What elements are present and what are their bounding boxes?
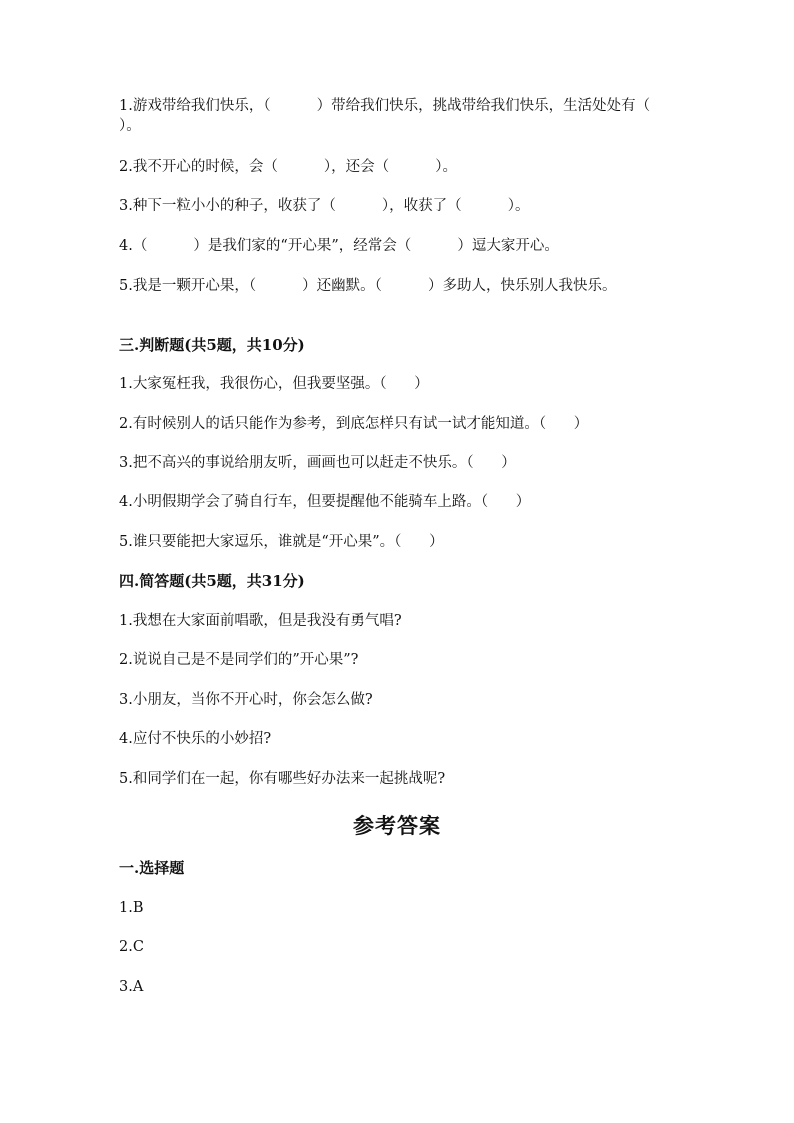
fill-blank-question-5: 5.我是一颗开心果，（ ）还幽默。（ ）多助人，快乐别人我快乐。 <box>119 278 617 294</box>
judgment-question-5: 5.谁只要能把大家逗乐，谁就是“开心果”。（ ） <box>119 534 444 550</box>
judgment-question-2: 2.有时候别人的话只能作为参考，到底怎样只有试一试才能知道。（ ） <box>119 416 589 432</box>
judgment-question-4: 4.小明假期学会了骑自行车，但要提醒他不能骑车上路。（ ） <box>119 494 531 510</box>
fill-blank-question-3: 3.种下一粒小小的种子，收获了（ ），收获了（ ）。 <box>119 198 530 214</box>
short-answer-question-4: 4.应付不快乐的小妙招? <box>119 731 272 747</box>
answer-key-title: 参考答案 <box>353 813 441 838</box>
answer-item-1: 1.B <box>119 900 144 916</box>
short-answer-question-1: 1.我想在大家面前唱歌，但是我没有勇气唱? <box>119 613 402 629</box>
short-answer-question-5: 5.和同学们在一起，你有哪些好办法来一起挑战呢? <box>119 771 446 787</box>
fill-blank-question-4: 4.（ ）是我们家的“开心果”，经常会（ ）逗大家开心。 <box>119 238 559 254</box>
judgment-section-heading: 三.判断题(共5题，共10分) <box>119 336 305 354</box>
short-answer-question-2: 2.说说自己是不是同学们的”开心果”? <box>119 652 359 668</box>
answer-item-3: 3.A <box>119 979 144 995</box>
fill-blank-question-1: 1.游戏带给我们快乐，（ ）带给我们快乐，挑战带给我们快乐，生活处处有（ ）。 <box>119 98 697 134</box>
short-answer-question-3: 3.小朋友，当你不开心时，你会怎么做? <box>119 692 373 708</box>
fill-blank-question-2: 2.我不开心的时候，会（ ），还会（ ）。 <box>119 159 458 175</box>
answer-item-2: 2.C <box>119 939 144 955</box>
short-answer-section-heading: 四.简答题(共5题，共31分) <box>119 572 305 590</box>
judgment-question-3: 3.把不高兴的事说给朋友听，画画也可以赶走不快乐。（ ） <box>119 455 516 471</box>
judgment-question-1: 1.大家冤枉我，我很伤心，但我要坚强。（ ） <box>119 376 429 392</box>
answer-section-heading: 一.选择题 <box>119 859 185 877</box>
